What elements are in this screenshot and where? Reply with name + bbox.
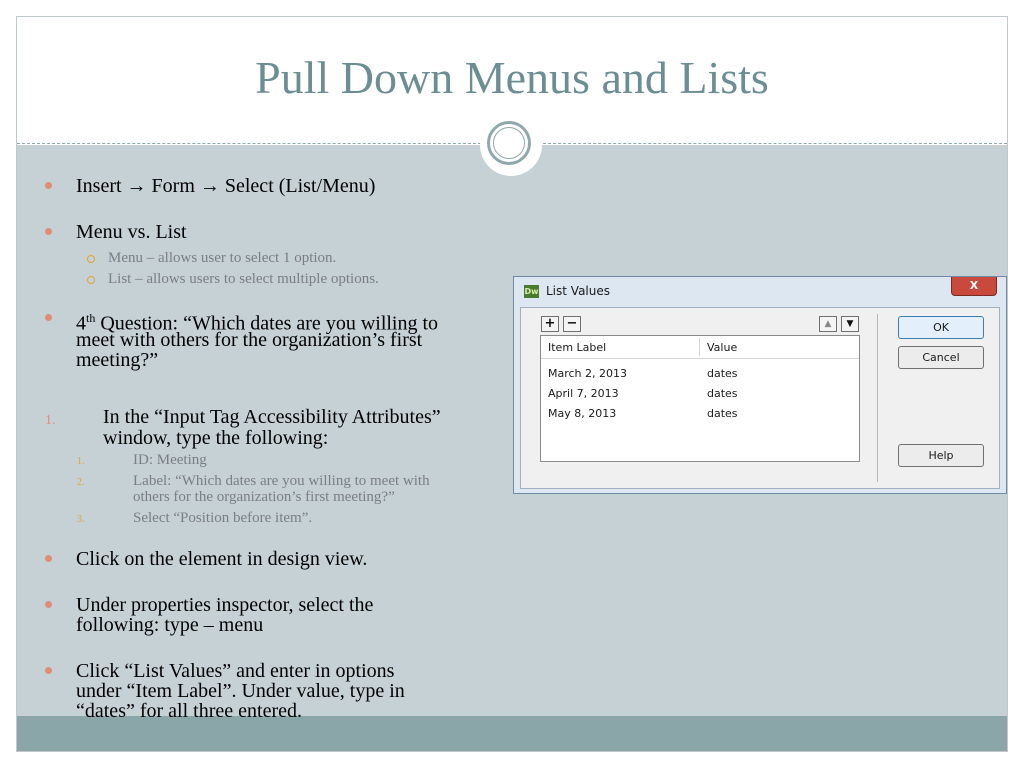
cancel-button[interactable]: Cancel [898, 346, 984, 369]
sub-bullet-ring [87, 276, 95, 284]
numbered-marker: 1. [45, 413, 56, 428]
bullet-click-element: Click on the element in design view. [76, 548, 368, 570]
sub-step-id: ID: Meeting [133, 452, 207, 468]
sub-bullet-ring [87, 255, 95, 263]
move-down-button[interactable]: ▼ [841, 316, 859, 332]
bullet-properties-line2: following: type – menu [76, 614, 264, 636]
row-value: dates [707, 367, 738, 380]
question-number: 4 [76, 312, 86, 335]
bullet-insert-form: Insert → Form → Select (List/Menu) [76, 175, 376, 197]
bullet-list-values-line3: “dates” for all three entered. [76, 700, 302, 722]
list-values-dialog [513, 276, 1007, 494]
question-text: Question: “Which dates are you willing to [95, 312, 439, 335]
column-value[interactable]: Value [707, 341, 738, 354]
dialog-body [520, 307, 1000, 489]
list-values-table[interactable] [540, 335, 860, 462]
row-item-label: May 8, 2013 [548, 407, 617, 420]
bullet-dot [45, 667, 52, 674]
table-row[interactable] [541, 384, 859, 404]
bullet-dot [45, 228, 52, 235]
sub-step-position: Select “Position before item”. [133, 510, 313, 526]
row-item-label: March 2, 2013 [548, 367, 628, 380]
bullet-properties-line1: Under properties inspector, select the [76, 594, 374, 616]
row-value: dates [707, 387, 738, 400]
sub-bullet-list: List – allows users to select multiple options. [108, 271, 379, 287]
bullet-list-values-line2: under “Item Label”. Under value, type in [76, 680, 405, 702]
vertical-separator [877, 314, 878, 482]
bullet-dot [45, 182, 52, 189]
sub-bullet-menu: Menu – allows user to select 1 option. [108, 250, 337, 266]
column-item-label[interactable]: Item Label [548, 341, 607, 354]
bullet-dot [45, 314, 52, 321]
row-item-label: April 7, 2013 [548, 387, 619, 400]
bullet-dot [45, 555, 52, 562]
slide-title: Pull Down Menus and Lists [255, 52, 769, 103]
decorative-ring-icon [487, 121, 531, 165]
table-header [541, 336, 859, 359]
sub-number: 3. [77, 514, 85, 525]
numbered-step-line1: In the “Input Tag Accessibility Attributes” [103, 406, 441, 428]
question-superscript: th [86, 311, 96, 325]
table-row[interactable] [541, 364, 859, 384]
dreamweaver-icon: Dw [524, 287, 539, 296]
bullet-question-line2: meet with others for the organization’s first [76, 329, 423, 351]
column-separator [699, 338, 700, 356]
sub-step-label-line2: others for the organization’s first meeting?” [133, 489, 395, 505]
ring-inner [493, 127, 525, 159]
sub-number: 1. [77, 456, 85, 467]
bullet-dot [45, 601, 52, 608]
dialog-title: List Values [546, 284, 610, 298]
sub-number: 2. [77, 477, 85, 488]
sub-step-label-line1: Label: “Which dates are you willing to meet with [133, 473, 430, 489]
numbered-step-line2: window, type the following: [103, 427, 329, 449]
close-button[interactable]: X [951, 277, 997, 296]
bullet-list-values-line1: Click “List Values” and enter in options [76, 660, 395, 682]
add-item-button[interactable]: + [541, 316, 559, 332]
bullet-question-line3: meeting?” [76, 349, 159, 371]
table-row[interactable] [541, 404, 859, 424]
ok-button[interactable]: OK [898, 316, 984, 339]
bullet-menu-vs-list: Menu vs. List [76, 221, 187, 243]
slide [16, 16, 1008, 752]
remove-item-button[interactable]: − [563, 316, 581, 332]
help-button[interactable]: Help [898, 444, 984, 467]
move-up-button[interactable]: ▲ [819, 316, 837, 332]
row-value: dates [707, 407, 738, 420]
